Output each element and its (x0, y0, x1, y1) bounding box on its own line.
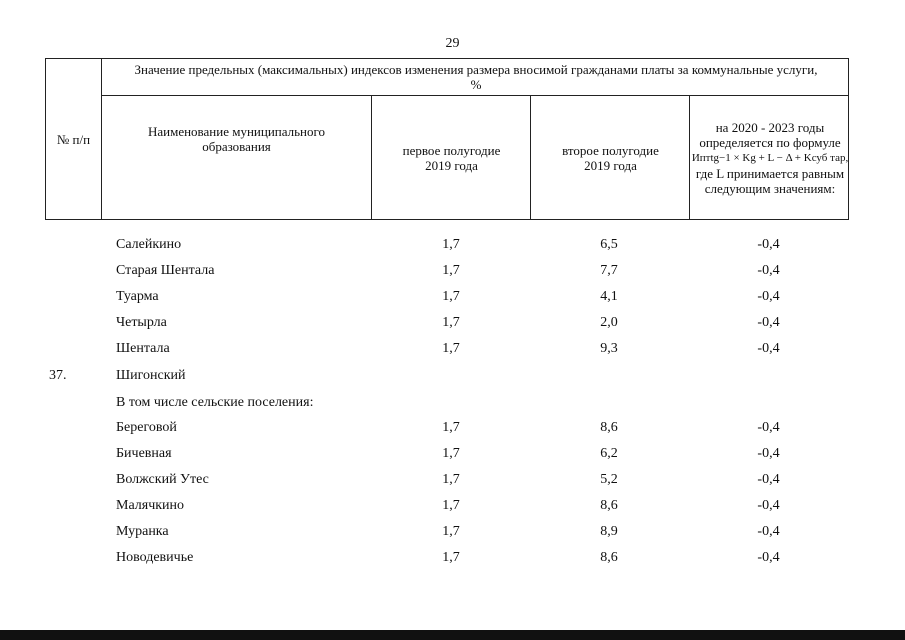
row-first-half-value: 1,7 (442, 263, 460, 278)
row-first-half-value: 1,7 (442, 420, 460, 435)
row-second-half-value: 8,9 (600, 524, 618, 539)
header-col-2020-2023-note: где L принимается равным следующим значениям: (695, 166, 845, 196)
table-row (45, 493, 849, 519)
row-first-half-value: 1,7 (442, 446, 460, 461)
row-first-half-value: 1,7 (442, 237, 460, 252)
row-second-half-value: 8,6 (600, 498, 618, 513)
table-row (45, 363, 849, 389)
row-second-half-value: 6,2 (600, 446, 618, 461)
table-row (45, 441, 849, 467)
row-name: Салейкино (116, 237, 182, 252)
header-divider (371, 96, 372, 219)
row-name: Новодевичье (116, 550, 194, 565)
row-name: Волжский Утес (116, 472, 209, 487)
row-second-half-value: 4,1 (600, 289, 618, 304)
header-col-name: Наименование муниципального образования (147, 124, 326, 154)
row-first-half-value: 1,7 (442, 550, 460, 565)
table-row (45, 467, 849, 493)
row-l-value: -0,4 (757, 341, 780, 356)
row-l-value: -0,4 (757, 524, 780, 539)
row-l-value: -0,4 (757, 237, 780, 252)
row-name: Туарма (116, 289, 159, 304)
row-l-value: -0,4 (757, 315, 780, 330)
row-name: В том числе сельские поселения: (116, 395, 314, 410)
table-row (45, 310, 849, 336)
row-name: Шентала (116, 341, 170, 356)
row-second-half-value: 8,6 (600, 550, 618, 565)
table-row (45, 232, 849, 258)
table-header (45, 58, 849, 220)
row-l-value: -0,4 (757, 472, 780, 487)
row-first-half-value: 1,7 (442, 498, 460, 513)
formula: Иптtg−1 × Kg + L − Δ + Kсуб тар, (691, 152, 849, 164)
header-col-second-half: второе полугодие 2019 года (562, 143, 659, 173)
header-col-2020-2023 (692, 97, 848, 219)
row-second-half-value: 7,7 (600, 263, 618, 278)
header-col-2020-2023-intro: на 2020 - 2023 годы определяется по формуле (699, 120, 841, 150)
row-second-half-value: 5,2 (600, 472, 618, 487)
row-name: Береговой (116, 420, 177, 435)
row-name: Муранка (116, 524, 169, 539)
page-number: 29 (445, 36, 460, 51)
row-l-value: -0,4 (757, 446, 780, 461)
header-divider (530, 96, 531, 219)
row-first-half-value: 1,7 (442, 341, 460, 356)
row-first-half-value: 1,7 (442, 315, 460, 330)
row-name: Четырла (116, 315, 167, 330)
header-col-number: № п/п (56, 131, 91, 147)
table-row (45, 284, 849, 310)
row-name: Малячкино (116, 498, 185, 513)
row-number: 37. (49, 368, 67, 383)
row-first-half-value: 1,7 (442, 524, 460, 539)
row-first-half-value: 1,7 (442, 289, 460, 304)
table-row (45, 545, 849, 571)
row-second-half-value: 8,6 (600, 420, 618, 435)
row-name: Бичевная (116, 446, 172, 461)
row-l-value: -0,4 (757, 550, 780, 565)
row-second-half-value: 6,5 (600, 237, 618, 252)
table-row (45, 415, 849, 441)
row-l-value: -0,4 (757, 289, 780, 304)
row-second-half-value: 2,0 (600, 315, 618, 330)
header-col-first-half: первое полугодие 2019 года (402, 143, 501, 173)
table-row (45, 336, 849, 362)
row-name: Шигонский (116, 368, 186, 383)
row-l-value: -0,4 (757, 263, 780, 278)
header-divider (689, 96, 690, 219)
header-divider (101, 59, 102, 219)
table-row (45, 519, 849, 545)
table-row (45, 390, 849, 416)
row-first-half-value: 1,7 (442, 472, 460, 487)
table-row (45, 258, 849, 284)
row-l-value: -0,4 (757, 498, 780, 513)
row-name: Старая Шентала (116, 263, 215, 278)
scan-bottom-edge (0, 630, 905, 640)
row-l-value: -0,4 (757, 420, 780, 435)
row-second-half-value: 9,3 (600, 341, 618, 356)
header-col-group: Значение предельных (максимальных) индексов изменения размера вносимой гражданами платы за коммунальные услуги, % (134, 62, 818, 92)
